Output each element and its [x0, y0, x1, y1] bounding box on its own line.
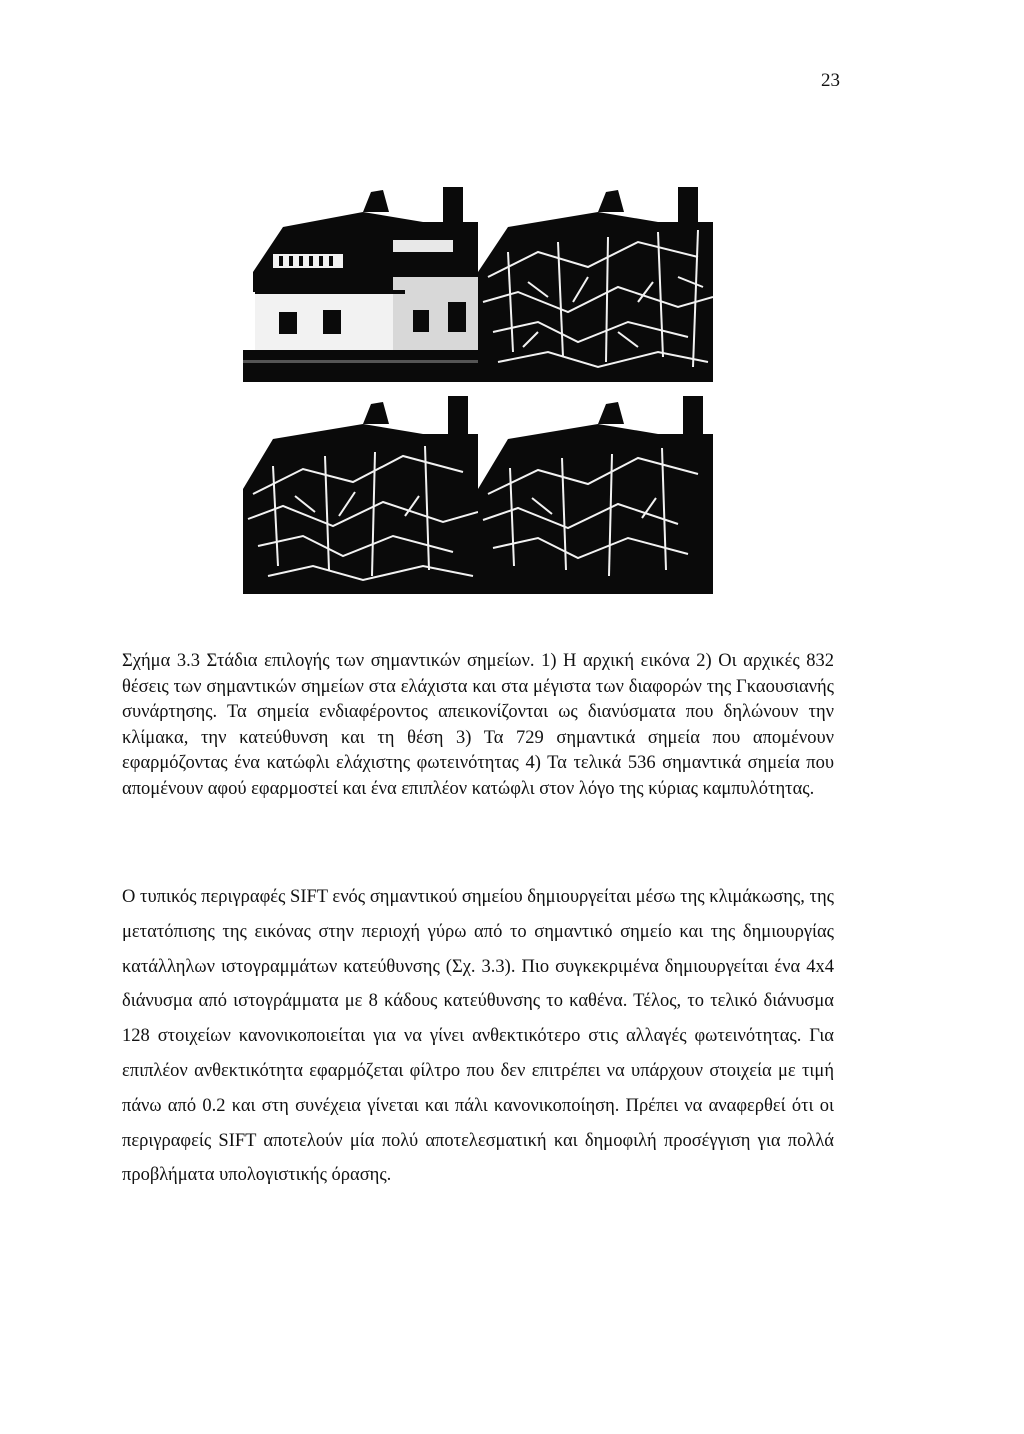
figure-panel-original-image — [243, 182, 478, 382]
figure-3-3 — [243, 182, 713, 614]
body-paragraph: Ο τυπικός περιγραφές SIFT ενός σημαντικού σημείου δημιουργείται μέσω της κλιμάκωσης, της μετατόπισης της εικόνας στην περιοχή γύρω από το σημαντικό σημείο και της δημιουργίας κατάλληλων ιστογραμμάτων κατεύθυνσης (Σχ. 3.3). Πιο συγκεκριμένα δημιουργείται ένα 4x4 διάνυσμα από ιστογράμματα με 8 κάδους κατεύθυνσης το καθένα. Τέλος, το τελικό διάνυσμα 128 στοιχείων κανονικοποιείται για να γίνει ανθεκτικότερο στις αλλαγές φωτεινότητας. Για επιπλέον ανθεκτικότητα εφαρμόζεται φίλτρο που δεν επιτρέπει να υπάρχουν στοιχεία με τιμή πάνω από 0.2 και στη συνέχεια γίνεται και πάλι κανονικοποίηση. Πρέπει να αναφερθεί ότι οι περιγραφείς SIFT αποτελούν μία πολύ αποτελεσματική και δημοφιλή προσέγγιση για πολλά προβλήματα υπολογιστικής όρασης. — [122, 887, 834, 1186]
figure-panel-extrema-keypoints — [478, 182, 713, 382]
figure-caption: Σχήμα 3.3 Στάδια επιλογής των σημαντικών σημείων. 1) Η αρχική εικόνα 2) Οι αρχικές 832 θέσεις των σημαντικών σημείων στα ελάχιστα και στα μέγιστα των διαφορών της Γκαουσιανής συνάρτησης. Τα σημεία ενδιαφέροντος απεικονίζονται ως διανύσματα που δηλώνουν την κλίμακα, την κατεύθυνση και τη θέση 3) Τα 729 σημαντικά σημεία που απομένουν εφαρμόζοντας ένα κατώφλι ελάχιστης φωτεινότητας 4) Τα τελικά 536 σημαντικά σημεία που απομένουν αφού εφαρμοστεί και ένα επιπλέον κατώφλι στον λόγο της κύριας καμπυλότητας. — [122, 651, 834, 799]
figure-panel-curvature-threshold — [478, 394, 713, 594]
page-number: 23 — [821, 70, 840, 91]
figure-panel-contrast-threshold — [243, 394, 478, 594]
